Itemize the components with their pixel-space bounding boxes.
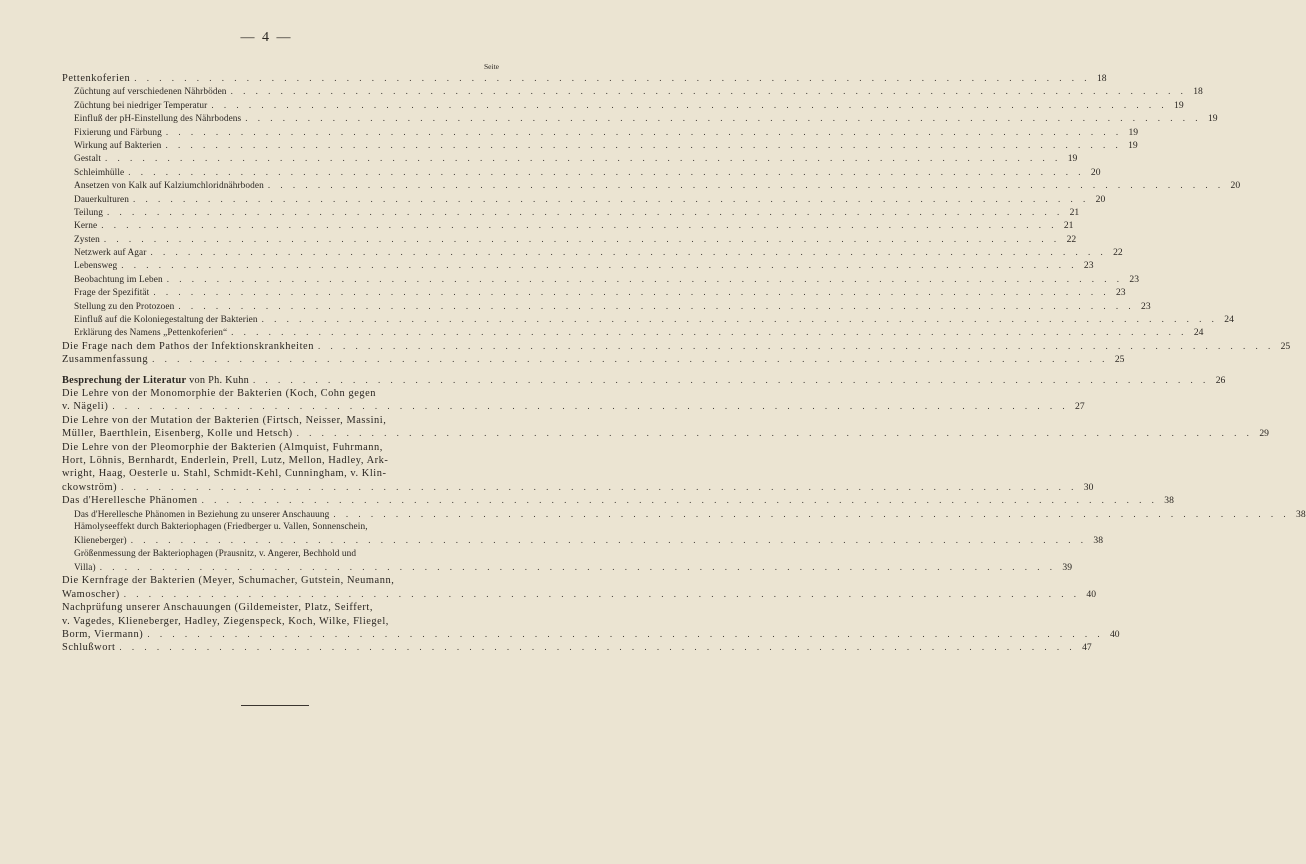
page-number: — 4 — bbox=[240, 30, 293, 45]
toc-line bbox=[62, 326, 1204, 339]
toc-entry-text bbox=[74, 234, 100, 247]
toc-page-number: 21 bbox=[1063, 220, 1074, 232]
toc-entry-text bbox=[74, 260, 117, 273]
dot-leader bbox=[152, 353, 1108, 366]
toc-entry-line-text: Borm, Viermann) bbox=[62, 629, 144, 641]
toc-entry-line-text: Teilung bbox=[74, 207, 103, 218]
toc-page-number: 25 bbox=[1280, 340, 1291, 352]
toc-page-number: 18 bbox=[1096, 73, 1107, 84]
toc-entry-text bbox=[74, 207, 103, 220]
toc-line bbox=[62, 548, 500, 561]
toc-page-number: 19 bbox=[1207, 113, 1218, 125]
toc-entry-text bbox=[62, 454, 388, 467]
dot-leader bbox=[121, 259, 1077, 272]
dot-leader bbox=[245, 112, 1201, 125]
toc-entry-text bbox=[62, 374, 249, 387]
toc-line bbox=[62, 300, 1151, 313]
toc-entry-line-text: v. Nägeli) bbox=[62, 401, 109, 413]
toc-page-number: 38 bbox=[1296, 508, 1306, 520]
toc-entry-line-text: Lebensweg bbox=[74, 261, 118, 272]
toc-line bbox=[62, 193, 1106, 206]
toc-entry-text bbox=[74, 127, 162, 140]
toc-page-number: 19 bbox=[1128, 126, 1139, 138]
toc-entry-line-text: Klieneberger) bbox=[74, 536, 127, 547]
toc-entry-text bbox=[74, 548, 356, 561]
toc-entry-text bbox=[62, 481, 117, 494]
toc-entry-text bbox=[62, 615, 389, 628]
toc-line bbox=[62, 85, 1203, 98]
dot-leader bbox=[112, 400, 1068, 413]
toc-entry bbox=[62, 641, 1092, 654]
toc-entry-line-text: Müller, Baerthlein, Eisenberg, Kolle und Hetsch) bbox=[62, 428, 293, 440]
toc-page-number: 39 bbox=[1062, 562, 1072, 574]
dot-leader bbox=[150, 246, 1106, 259]
toc-entry bbox=[62, 574, 1096, 601]
toc-page-number: 38 bbox=[1164, 495, 1174, 507]
toc-entry bbox=[62, 300, 1151, 313]
dot-leader bbox=[104, 233, 1060, 246]
toc-line bbox=[62, 454, 500, 467]
toc-line bbox=[62, 561, 1072, 574]
dot-leader bbox=[231, 326, 1187, 339]
toc-page-number: 29 bbox=[1259, 428, 1269, 440]
toc-entry-text bbox=[74, 301, 174, 314]
toc-entry-text bbox=[62, 467, 386, 480]
toc-entry-text bbox=[74, 562, 96, 575]
section-spacer bbox=[62, 367, 500, 374]
toc-line bbox=[62, 179, 1241, 192]
toc-entry-line-text: Pettenkoferien bbox=[62, 73, 131, 84]
toc-page-number: 27 bbox=[1075, 401, 1085, 413]
toc-entry-text bbox=[74, 194, 129, 207]
toc-entry-text bbox=[74, 535, 127, 548]
toc-page-number: 25 bbox=[1114, 354, 1125, 366]
dot-leader bbox=[131, 534, 1087, 547]
toc-entry-line-text: Die Kernfrage der Bakterien (Meyer, Schumacher, Gutstein, Neumann, bbox=[62, 575, 395, 587]
toc-entry-text bbox=[62, 400, 108, 413]
toc-entry bbox=[62, 152, 1078, 165]
toc-entry-text bbox=[62, 601, 373, 614]
toc-entry-line-text: Beobachtung im Leben bbox=[74, 274, 163, 285]
toc-page-number: 23 bbox=[1083, 260, 1094, 272]
toc-line bbox=[62, 374, 1226, 387]
toc-entry-line-text: Stellung zu den Protozoen bbox=[74, 301, 175, 312]
toc-entry-line-text: Wirkung auf Bakterien bbox=[74, 140, 162, 151]
toc-entry-text bbox=[74, 100, 207, 113]
toc-entry bbox=[62, 259, 1094, 272]
toc-page-number: 19 bbox=[1128, 139, 1138, 151]
toc-entry-line-text: Züchtung auf verschiedenen Nährböden bbox=[74, 87, 227, 98]
toc-line bbox=[62, 508, 1306, 521]
toc-page-number: 19 bbox=[1174, 99, 1184, 111]
toc-page-number: 21 bbox=[1069, 206, 1080, 218]
toc-line bbox=[62, 233, 1077, 246]
toc-entry-line-text: Einfluß der pH-Einstellung des Nährbodens bbox=[74, 114, 242, 125]
toc-entry-line-text: Das d'Herellesche Phänomen bbox=[62, 495, 198, 507]
toc-page-number: 24 bbox=[1193, 327, 1204, 339]
toc-line bbox=[62, 166, 1101, 179]
toc-entry-text bbox=[74, 287, 149, 300]
toc-page-number: 22 bbox=[1066, 233, 1077, 245]
toc-page-number: 22 bbox=[1113, 247, 1123, 259]
dot-leader bbox=[121, 481, 1077, 494]
dot-leader bbox=[202, 494, 1158, 507]
dot-leader bbox=[134, 72, 1090, 85]
toc-entry-line-text: Die Lehre von der Mutation der Bakterien (Firtsch, Neisser, Massini, bbox=[62, 414, 387, 426]
toc-entry-line-text: Netzwerk auf Agar bbox=[74, 248, 147, 259]
toc-entry-text bbox=[74, 113, 241, 126]
toc-page-number: 19 bbox=[1067, 153, 1078, 165]
toc-entry bbox=[62, 601, 1120, 641]
toc-entry-text bbox=[62, 628, 143, 641]
toc-entry bbox=[62, 112, 1218, 125]
toc-entry-text bbox=[74, 180, 264, 193]
toc-line bbox=[62, 313, 1234, 326]
dot-leader bbox=[253, 374, 1209, 387]
dot-leader bbox=[318, 340, 1274, 353]
toc-entry-text bbox=[62, 72, 130, 85]
toc-page-number: 30 bbox=[1083, 481, 1094, 493]
closing-rule bbox=[241, 705, 309, 706]
toc-entry bbox=[62, 548, 1072, 575]
dot-leader bbox=[166, 126, 1122, 139]
toc-entry-line-text: Hämolyseeffekt durch Bakteriophagen (Friedberger u. Vallen, Sonnenschein, bbox=[74, 521, 368, 532]
dot-leader bbox=[153, 286, 1109, 299]
toc-entry-line-text: Dauerkulturen bbox=[74, 194, 129, 205]
toc-entry-text bbox=[62, 340, 314, 353]
toc-line bbox=[62, 574, 500, 587]
toc-entry-text bbox=[62, 441, 383, 454]
toc-entry-text bbox=[62, 414, 386, 427]
table-of-contents bbox=[62, 72, 1306, 655]
toc-line bbox=[62, 601, 500, 614]
toc-entry bbox=[62, 508, 1306, 521]
seite-column-label: Seite bbox=[484, 62, 499, 71]
toc-entry-line-text: Einfluß auf die Koloniegestaltung der Bakterien bbox=[74, 315, 258, 326]
toc-line bbox=[62, 441, 500, 454]
dot-leader bbox=[333, 508, 1289, 521]
dot-leader bbox=[167, 273, 1123, 286]
toc-line bbox=[62, 615, 500, 628]
toc-page-number: 40 bbox=[1109, 629, 1120, 641]
toc-entry bbox=[62, 273, 1139, 286]
toc-entry bbox=[62, 72, 1107, 85]
toc-entry-text bbox=[74, 274, 163, 287]
toc-entry-line-text: ckowström) bbox=[62, 481, 118, 493]
dot-leader bbox=[262, 313, 1218, 326]
dot-leader bbox=[147, 628, 1103, 641]
toc-entry bbox=[62, 206, 1080, 219]
toc-entry-line-text: Nachprüfung unserer Anschauungen (Gildemeister, Platz, Seiffert, bbox=[62, 602, 374, 614]
toc-line bbox=[62, 641, 1092, 654]
toc-entry-line-text: Die Frage nach dem Pathos der Infektionskrankheiten bbox=[62, 340, 314, 352]
toc-line bbox=[62, 340, 1291, 353]
toc-entry-line-text: Größenmessung der Bakteriophagen (Prausnitz, v. Angerer, Bechhold und bbox=[74, 548, 357, 559]
toc-entry-line-text: Erklärung des Namens „Pettenkoferien“ bbox=[74, 328, 228, 339]
toc-entry bbox=[62, 521, 1104, 548]
toc-line bbox=[62, 112, 1218, 125]
toc-entry-line-text: wright, Haag, Oesterle u. Stahl, Schmidt-Kehl, Cunningham, v. Klin- bbox=[62, 468, 387, 480]
toc-entry-text bbox=[74, 521, 368, 534]
toc-entry-text bbox=[74, 247, 146, 260]
toc-page-number: 23 bbox=[1115, 287, 1126, 299]
toc-entry-text bbox=[62, 574, 394, 587]
toc-entry bbox=[62, 179, 1241, 192]
toc-entry bbox=[62, 166, 1101, 179]
dot-leader bbox=[211, 99, 1167, 112]
toc-entry bbox=[62, 353, 1125, 366]
toc-entry-line-text: Ansetzen von Kalk auf Kalziumchloridnährboden bbox=[74, 181, 264, 192]
toc-line bbox=[62, 72, 1107, 85]
dot-leader bbox=[128, 166, 1084, 179]
toc-line bbox=[62, 588, 1096, 601]
toc-page-number: 38 bbox=[1093, 535, 1104, 547]
toc-line bbox=[62, 126, 1139, 139]
toc-entry-line-text: Schleimhülle bbox=[74, 167, 125, 178]
toc-entry-text bbox=[74, 509, 329, 522]
toc-line bbox=[62, 219, 1074, 232]
toc-entry-line-text: Hort, Löhnis, Bernhardt, Enderlein, Prell, Lutz, Mellon, Hadley, Ark- bbox=[62, 454, 389, 466]
toc-entry-line-text: Schlußwort bbox=[62, 642, 116, 654]
toc-entry bbox=[62, 193, 1106, 206]
toc-entry bbox=[62, 219, 1074, 232]
toc-entry bbox=[62, 387, 1085, 414]
toc-entry bbox=[62, 139, 1138, 152]
toc-entry-line-text: Das d'Herellesche Phänomen in Beziehung zu unserer Anschauung bbox=[74, 509, 330, 520]
toc-entry-line-text: v. Vagedes, Klieneberger, Hadley, Ziegenspeck, Koch, Wilke, Fliegel, bbox=[62, 615, 389, 627]
toc-line bbox=[62, 494, 1174, 507]
toc-page-number: 20 bbox=[1090, 166, 1101, 178]
toc-entry-text bbox=[62, 588, 120, 601]
toc-entry-line-text: Zysten bbox=[74, 234, 100, 245]
toc-entry-text bbox=[74, 314, 258, 327]
toc-page-number: 24 bbox=[1224, 314, 1234, 326]
toc-entry bbox=[62, 286, 1126, 299]
section-heading: Besprechung der Literatur bbox=[62, 374, 187, 386]
toc-page-number: 47 bbox=[1082, 642, 1092, 654]
dot-leader bbox=[124, 588, 1080, 601]
toc-line bbox=[62, 206, 1080, 219]
toc-entry-text bbox=[74, 167, 124, 180]
toc-entry bbox=[62, 414, 1269, 441]
toc-line bbox=[62, 414, 500, 427]
dot-leader bbox=[297, 427, 1253, 440]
dot-leader bbox=[100, 561, 1056, 574]
toc-entry-text bbox=[74, 86, 227, 99]
dot-leader bbox=[107, 206, 1063, 219]
toc-page-number: 18 bbox=[1193, 86, 1203, 98]
toc-entry bbox=[62, 246, 1123, 259]
toc-entry-text bbox=[62, 427, 293, 440]
toc-entry-line-text: Züchtung bei niedriger Temperatur bbox=[74, 100, 208, 111]
toc-entry-line-text: Die Lehre von der Monomorphie der Bakterien (Koch, Cohn gegen bbox=[62, 387, 377, 399]
dot-leader bbox=[133, 193, 1089, 206]
toc-line bbox=[62, 99, 1184, 112]
toc-line bbox=[62, 246, 1123, 259]
toc-line bbox=[62, 628, 1120, 641]
dot-leader bbox=[119, 641, 1075, 654]
toc-entry-line-text: von Ph. Kuhn bbox=[186, 374, 250, 386]
toc-entry-text bbox=[74, 140, 161, 153]
toc-line bbox=[62, 353, 1125, 366]
toc-entry bbox=[62, 374, 1226, 387]
toc-entry-line-text: Die Lehre von der Pleomorphie der Bakterien (Almquist, Fuhrmann, bbox=[62, 441, 383, 453]
toc-page-number: 20 bbox=[1095, 193, 1106, 205]
toc-entry bbox=[62, 441, 1094, 495]
toc-entry-text bbox=[62, 494, 198, 507]
toc-entry bbox=[62, 85, 1203, 98]
toc-entry-line-text: Fixierung und Färbung bbox=[74, 127, 162, 138]
toc-line bbox=[62, 400, 1085, 413]
toc-entry-text bbox=[74, 220, 97, 233]
toc-page-number: 26 bbox=[1215, 374, 1226, 386]
toc-entry-line-text: Zusammenfassung bbox=[62, 354, 149, 366]
dot-leader bbox=[105, 152, 1061, 165]
toc-line bbox=[62, 259, 1094, 272]
toc-line bbox=[62, 152, 1078, 165]
toc-page-number: 23 bbox=[1141, 300, 1151, 312]
toc-entry bbox=[62, 99, 1184, 112]
toc-entry bbox=[62, 126, 1139, 139]
toc-line bbox=[62, 534, 1104, 547]
toc-entry-line-text: Kerne bbox=[74, 221, 98, 232]
toc-page-number: 40 bbox=[1086, 588, 1096, 600]
toc-entry-text bbox=[62, 641, 115, 654]
toc-entry bbox=[62, 326, 1204, 339]
toc-line bbox=[62, 481, 1094, 494]
toc-entry bbox=[62, 313, 1234, 326]
toc-line bbox=[62, 467, 500, 480]
toc-entry-text bbox=[62, 353, 148, 366]
dot-leader bbox=[268, 179, 1224, 192]
toc-line bbox=[62, 521, 500, 534]
toc-entry-text bbox=[74, 327, 227, 340]
toc-entry-line-text: Wamoscher) bbox=[62, 588, 120, 600]
toc-entry-text bbox=[62, 387, 376, 400]
toc-entry-text bbox=[74, 153, 101, 166]
dot-leader bbox=[101, 219, 1057, 232]
dot-leader bbox=[165, 139, 1121, 152]
toc-entry bbox=[62, 233, 1077, 246]
toc-entry-line-text: Frage der Spezifität bbox=[74, 288, 150, 299]
toc-page-number: 23 bbox=[1129, 273, 1139, 285]
toc-page-number: 20 bbox=[1230, 180, 1241, 192]
toc-entry bbox=[62, 494, 1174, 507]
toc-line bbox=[62, 427, 1269, 440]
toc-entry bbox=[62, 340, 1291, 353]
toc-line bbox=[62, 387, 500, 400]
toc-line bbox=[62, 273, 1139, 286]
toc-entry-line-text: Villa) bbox=[74, 563, 96, 574]
toc-entry-line-text: Gestalt bbox=[74, 154, 102, 165]
dot-leader bbox=[178, 300, 1134, 313]
toc-line bbox=[62, 139, 1138, 152]
dot-leader bbox=[231, 85, 1187, 98]
toc-line bbox=[62, 286, 1126, 299]
